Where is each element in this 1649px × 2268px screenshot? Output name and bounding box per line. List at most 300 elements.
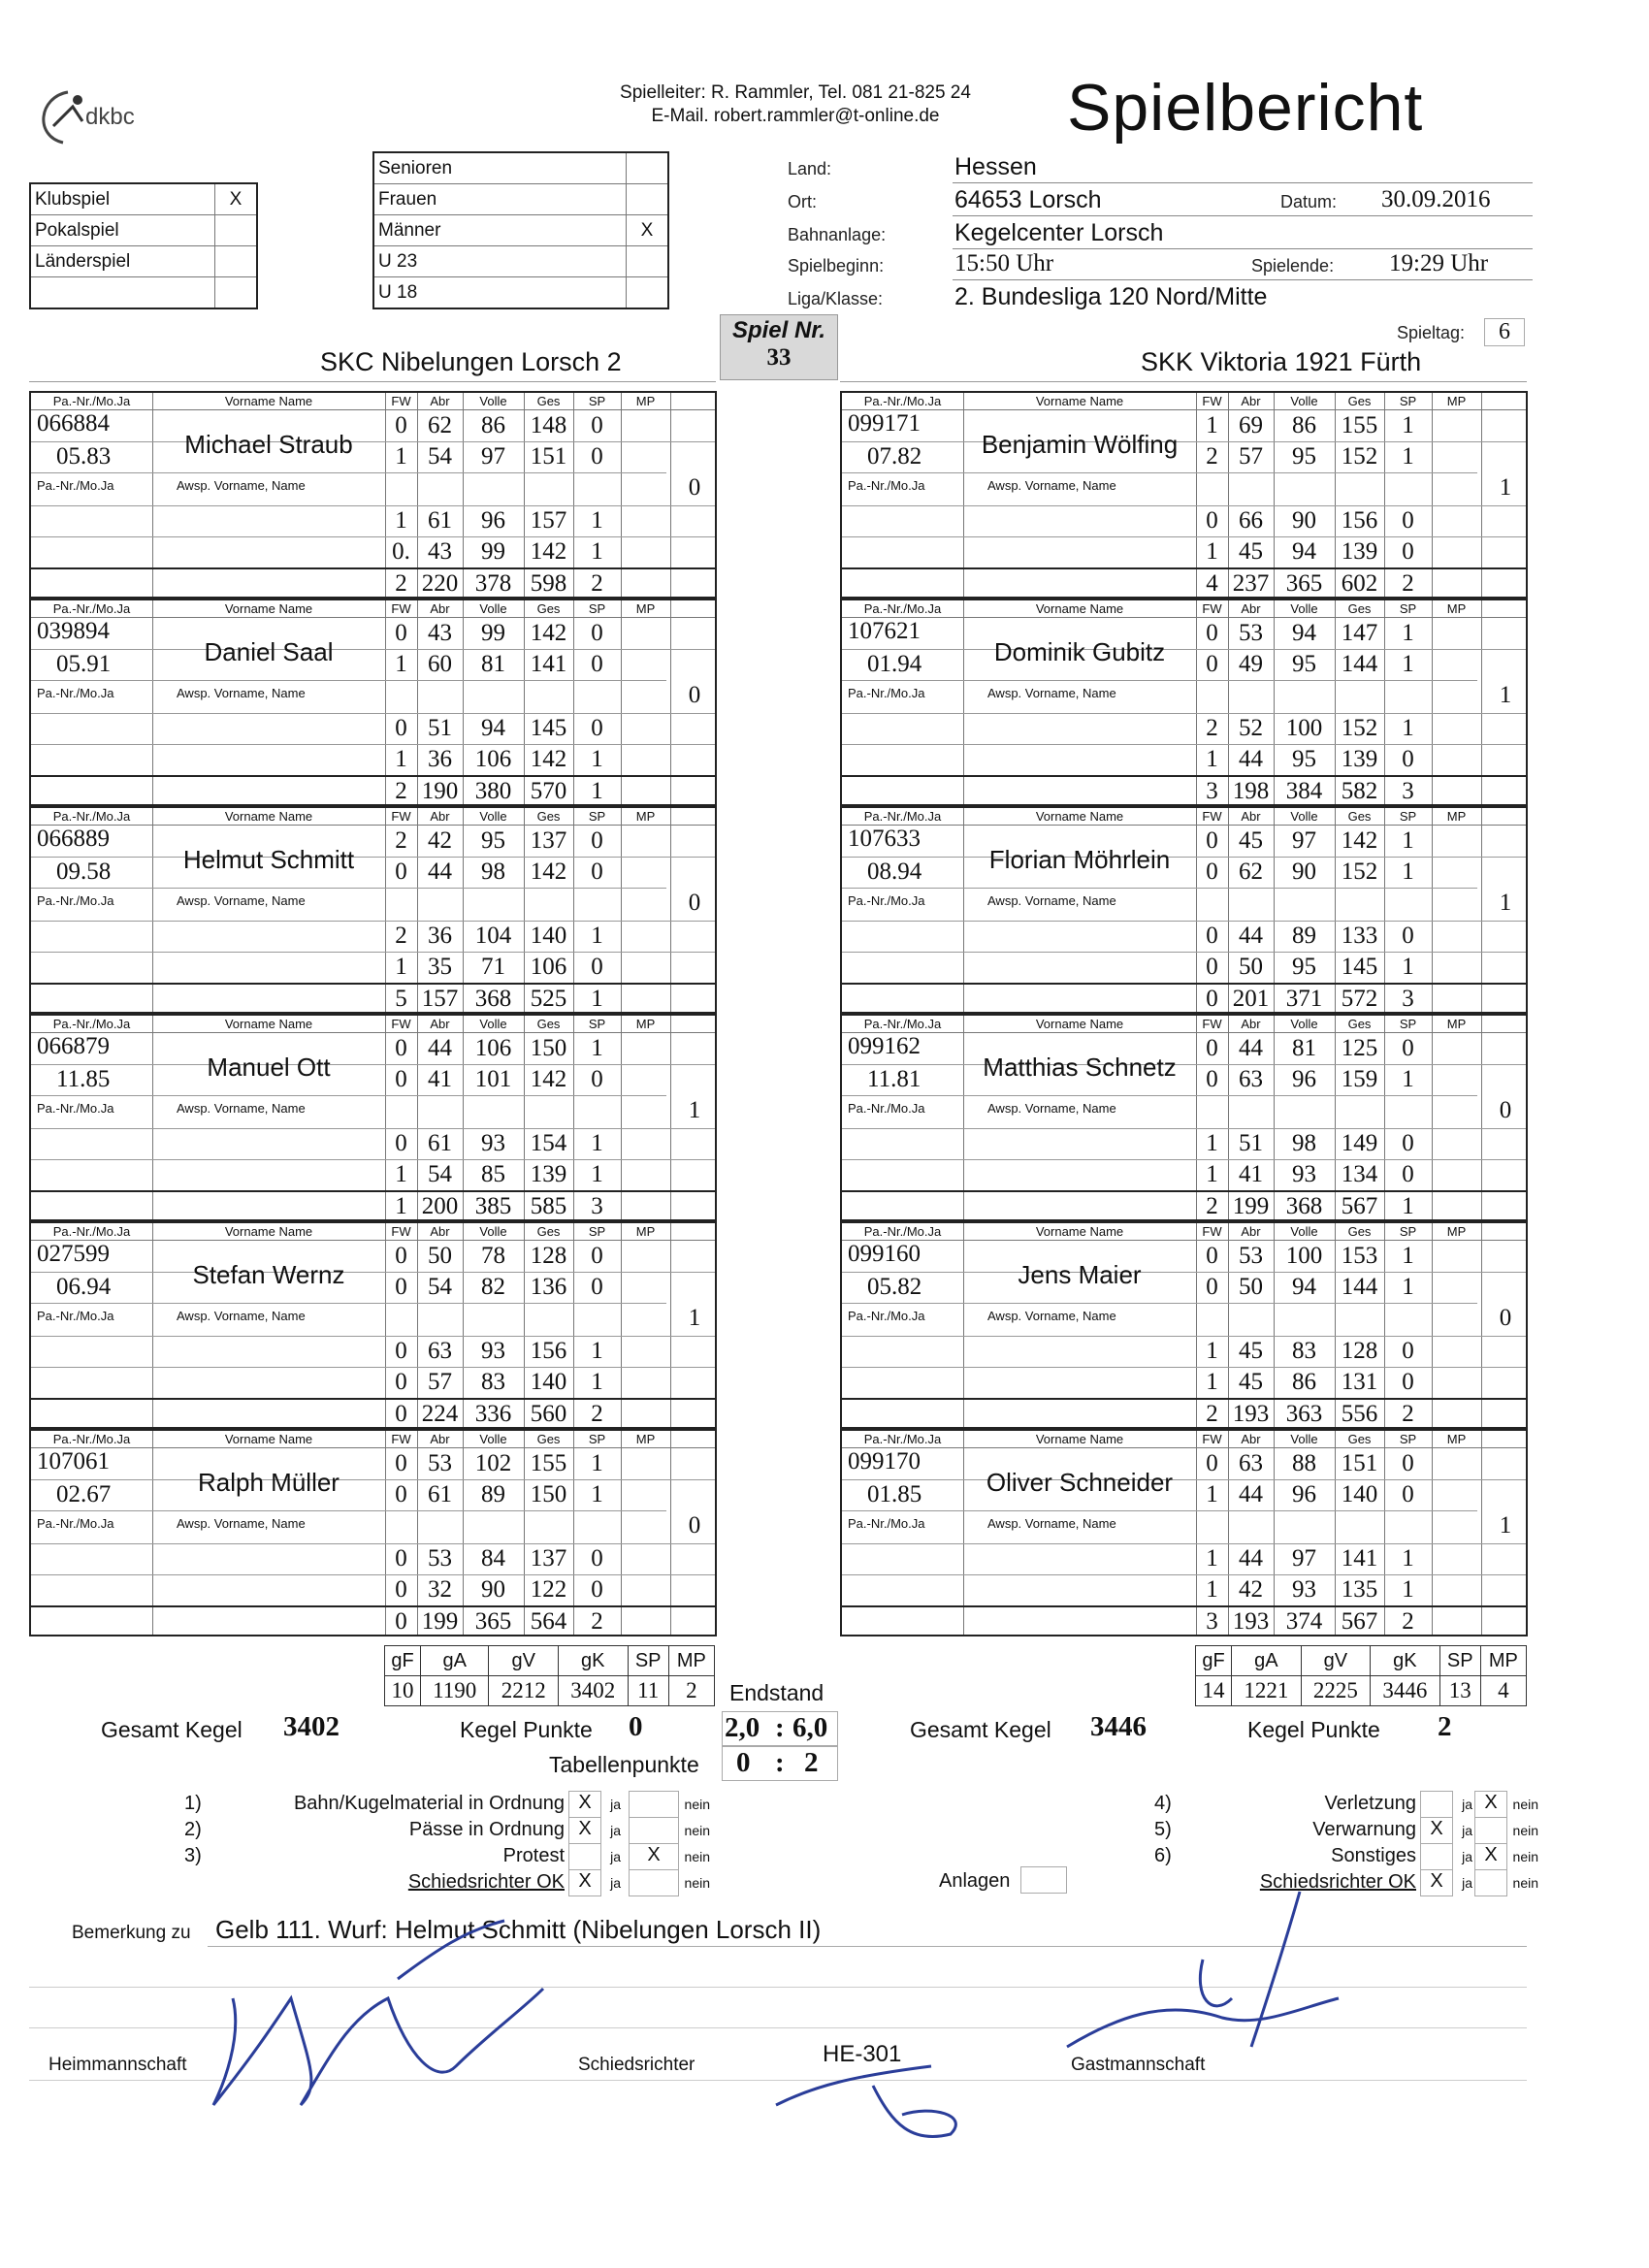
score-cell: 2 <box>395 827 407 854</box>
sub-pass-label: Pa.-Nr./Mo.Ja <box>848 893 925 908</box>
total-cell: 2 <box>1402 570 1414 597</box>
total-cell: 378 <box>474 570 512 597</box>
score-cell: 1 <box>395 507 407 534</box>
score-cell: 1 <box>591 538 603 565</box>
score-cell: 100 <box>1285 1243 1323 1269</box>
bahn-label: Bahnanlage: <box>788 225 887 244</box>
score-cell: 1 <box>591 923 603 949</box>
total-cell: 598 <box>530 570 567 597</box>
score-cell: 0 <box>1206 1035 1218 1061</box>
score-cell: 0 <box>1402 1450 1414 1476</box>
summary-value: 2225 <box>1301 1676 1371 1706</box>
score-cell: 50 <box>428 1243 452 1269</box>
sub-name-label: Awsp. Vorname, Name <box>177 1101 306 1116</box>
total-cell: 2 <box>1206 1401 1218 1427</box>
score-cell: 1 <box>591 1450 603 1476</box>
sub-pass-label: Pa.-Nr./Mo.Ja <box>848 1101 925 1116</box>
sub-pass-label: Pa.-Nr./Mo.Ja <box>37 1516 114 1531</box>
score-cell: 1 <box>1402 715 1414 741</box>
check-number: 1) <box>184 1793 202 1814</box>
column-header-name: Vorname Name <box>224 1224 313 1239</box>
total-cell: 564 <box>530 1608 567 1635</box>
score-cell: 141 <box>1341 1545 1378 1571</box>
score-cell: 78 <box>481 1243 505 1269</box>
score-cell: 81 <box>1292 1035 1316 1061</box>
sub-name-label: Awsp. Vorname, Name <box>987 1516 1116 1531</box>
game-type-label: Pokalspiel <box>30 215 215 246</box>
score-cell: 0 <box>1402 1130 1414 1156</box>
check-label: Sonstiges <box>1331 1845 1416 1866</box>
tabellen-away: 2 <box>804 1747 819 1778</box>
score-cell: 44 <box>1239 1481 1263 1507</box>
score-cell: 101 <box>474 1066 512 1092</box>
score-cell: 0 <box>395 859 407 885</box>
score-cell: 1 <box>1206 1161 1218 1187</box>
score-cell: 0 <box>1206 1066 1218 1092</box>
check-ja-label: ja <box>610 1875 621 1891</box>
score-cell: 99 <box>481 538 505 565</box>
score-cell: 1 <box>1206 1545 1218 1571</box>
column-header-abr: Abr <box>430 394 450 408</box>
score-cell: 45 <box>1239 1338 1263 1364</box>
column-header-abr: Abr <box>1241 1432 1261 1446</box>
score-cell: 133 <box>1341 923 1378 949</box>
player-name: Stefan Wernz <box>192 1260 345 1289</box>
summary-header: gA <box>421 1646 489 1676</box>
score-cell: 86 <box>1292 1369 1316 1395</box>
score-cell: 142 <box>530 859 567 885</box>
check-nein-box: X <box>629 1843 679 1870</box>
check-ja-label: ja <box>610 1797 621 1812</box>
column-header-sp: SP <box>1399 809 1417 824</box>
home-kp-label: Kegel Punkte <box>460 1717 593 1742</box>
category-mark: X <box>627 215 669 246</box>
check-nein-label: nein <box>1512 1849 1538 1864</box>
score-cell: 93 <box>481 1130 505 1156</box>
column-header-ges: Ges <box>536 1432 561 1446</box>
score-cell: 1 <box>395 443 407 470</box>
score-cell: 1 <box>1402 1066 1414 1092</box>
total-cell: 2 <box>1206 1193 1218 1219</box>
category-label: U 18 <box>373 277 627 309</box>
sub-pass-label: Pa.-Nr./Mo.Ja <box>848 686 925 700</box>
total-cell: 602 <box>1341 570 1378 597</box>
column-header-ges: Ges <box>536 809 561 824</box>
score-cell: 0 <box>1402 507 1414 534</box>
total-cell: 365 <box>1285 570 1323 597</box>
check-label: Verwarnung <box>1312 1819 1416 1840</box>
column-header-sp: SP <box>588 1224 606 1239</box>
sub-name-label: Awsp. Vorname, Name <box>987 1101 1116 1116</box>
summary-value: 11 <box>628 1676 668 1706</box>
column-header-mp: MP <box>635 394 656 408</box>
score-cell: 1 <box>1402 443 1414 470</box>
player-pass-number: 099162 <box>848 1033 921 1059</box>
match-point: 0 <box>688 890 701 916</box>
score-cell: 32 <box>428 1576 452 1603</box>
total-cell: 380 <box>474 778 512 804</box>
player-pass-number: 066879 <box>37 1033 110 1059</box>
score-cell: 1 <box>591 1035 603 1061</box>
column-header-abr: Abr <box>430 1017 450 1031</box>
column-header-ges: Ges <box>1347 394 1372 408</box>
score-cell: 97 <box>1292 1545 1316 1571</box>
player-pass-number: 107621 <box>848 618 921 644</box>
score-cell: 57 <box>1239 443 1263 470</box>
page-title: Spielbericht <box>1067 71 1424 145</box>
score-cell: 0 <box>591 651 603 677</box>
score-cell: 106 <box>474 1035 512 1061</box>
total-cell: 200 <box>421 1193 459 1219</box>
score-cell: 71 <box>481 954 505 980</box>
check-nein-label: nein <box>684 1823 710 1838</box>
away-kp-label: Kegel Punkte <box>1247 1717 1380 1742</box>
player-pass-number: 099171 <box>848 410 921 437</box>
total-cell: 2 <box>1402 1608 1414 1635</box>
score-cell: 0 <box>591 827 603 854</box>
total-cell: 556 <box>1341 1401 1378 1427</box>
check-ja-label: ja <box>1462 1849 1472 1864</box>
player-name: Benjamin Wölfing <box>981 430 1179 459</box>
total-cell: 368 <box>1285 1193 1323 1219</box>
score-cell: 0 <box>1402 538 1414 565</box>
total-cell: 560 <box>530 1401 567 1427</box>
score-cell: 142 <box>530 1066 567 1092</box>
spieltag-label: Spieltag: <box>1397 323 1466 342</box>
endstand-colon: : <box>775 1712 785 1743</box>
sub-pass-label: Pa.-Nr./Mo.Ja <box>848 1309 925 1323</box>
column-header-volle: Volle <box>1290 601 1318 616</box>
column-header-sp: SP <box>1399 394 1417 408</box>
column-header-abr: Abr <box>1241 809 1261 824</box>
column-header-fw: FW <box>391 1224 411 1239</box>
match-point: 0 <box>688 474 701 501</box>
total-cell: 525 <box>530 986 567 1012</box>
column-header-volle: Volle <box>479 1017 507 1031</box>
column-header-sp: SP <box>588 809 606 824</box>
match-point: 1 <box>688 1305 701 1331</box>
score-cell: 53 <box>428 1545 452 1571</box>
column-header-sp: SP <box>588 394 606 408</box>
column-header-fw: FW <box>1202 394 1222 408</box>
score-cell: 81 <box>481 651 505 677</box>
match-point: 1 <box>1499 682 1512 708</box>
score-cell: 151 <box>1341 1450 1378 1476</box>
total-cell: 157 <box>421 986 459 1012</box>
column-header-volle: Volle <box>479 1224 507 1239</box>
check-nein-label: nein <box>684 1797 710 1812</box>
score-cell: 0 <box>395 1481 407 1507</box>
score-cell: 136 <box>530 1274 567 1300</box>
check-ja-label: ja <box>610 1849 621 1864</box>
column-header-abr: Abr <box>430 1224 450 1239</box>
score-cell: 44 <box>428 859 452 885</box>
column-header-fw: FW <box>391 601 411 616</box>
player-name: Helmut Schmitt <box>182 845 355 874</box>
summary-value: 2 <box>668 1676 714 1706</box>
score-cell: 156 <box>530 1338 567 1364</box>
score-cell: 95 <box>481 827 505 854</box>
column-header-name: Vorname Name <box>224 394 313 408</box>
score-cell: 142 <box>530 538 567 565</box>
score-cell: 0 <box>395 412 407 438</box>
score-cell: 0 <box>591 1066 603 1092</box>
summary-header: MP <box>1480 1646 1526 1676</box>
score-cell: 1 <box>591 1161 603 1187</box>
endstand-away: 6,0 <box>792 1712 828 1743</box>
score-cell: 45 <box>1239 538 1263 565</box>
total-cell: 5 <box>395 986 407 1012</box>
column-header-ges: Ges <box>536 1017 561 1031</box>
player-name: Ralph Müller <box>198 1468 340 1497</box>
score-cell: 100 <box>1285 715 1323 741</box>
check-number: 6) <box>1154 1845 1172 1866</box>
category-label: U 23 <box>373 246 627 277</box>
summary-value: 10 <box>385 1676 421 1706</box>
sub-name-label: Awsp. Vorname, Name <box>177 1516 306 1531</box>
home-team-name: SKC Nibelungen Lorsch 2 <box>320 347 622 376</box>
column-header-volle: Volle <box>1290 809 1318 824</box>
score-cell: 0 <box>1206 923 1218 949</box>
score-cell: 148 <box>530 412 567 438</box>
score-cell: 145 <box>1341 954 1378 980</box>
score-cell: 128 <box>530 1243 567 1269</box>
score-cell: 154 <box>530 1130 567 1156</box>
contact-line-2: E-Mail. robert.rammler@t-online.de <box>651 106 940 126</box>
column-header-volle: Volle <box>1290 1224 1318 1239</box>
column-header-name: Vorname Name <box>1035 394 1124 408</box>
spieltag-value: 6 <box>1484 318 1525 346</box>
check-label: Bahn/Kugelmaterial in Ordnung <box>293 1793 565 1814</box>
column-header-volle: Volle <box>479 601 507 616</box>
away-kp-value: 2 <box>1438 1711 1452 1742</box>
score-cell: 95 <box>1292 443 1316 470</box>
score-cell: 1 <box>1206 1338 1218 1364</box>
away-gesamt-label: Gesamt Kegel <box>910 1717 1051 1742</box>
score-cell: 0 <box>591 412 603 438</box>
score-cell: 62 <box>428 412 452 438</box>
player-name: Jens Maier <box>1018 1260 1142 1289</box>
score-cell: 51 <box>1239 1130 1263 1156</box>
check-nein-label: nein <box>1512 1823 1538 1838</box>
player-pass-number: 099170 <box>848 1448 921 1474</box>
check-label: Pässe in Ordnung <box>408 1819 565 1840</box>
score-cell: 141 <box>530 651 567 677</box>
column-header-mp: MP <box>1446 1017 1467 1031</box>
score-cell: 1 <box>1402 620 1414 646</box>
total-cell: 199 <box>421 1608 459 1635</box>
score-cell: 63 <box>1239 1450 1263 1476</box>
away-team-name: SKK Viktoria 1921 Fürth <box>1141 347 1422 376</box>
score-cell: 157 <box>530 507 567 534</box>
score-cell: 139 <box>530 1161 567 1187</box>
total-cell: 368 <box>474 986 512 1012</box>
score-cell: 86 <box>1292 412 1316 438</box>
score-cell: 2 <box>1206 443 1218 470</box>
sub-name-label: Awsp. Vorname, Name <box>987 478 1116 493</box>
column-header-volle: Volle <box>479 1432 507 1446</box>
score-cell: 53 <box>428 1450 452 1476</box>
score-cell: 95 <box>1292 954 1316 980</box>
score-cell: 93 <box>1292 1576 1316 1603</box>
player-name: Daniel Saal <box>204 637 334 666</box>
score-cell: 82 <box>481 1274 505 1300</box>
score-cell: 41 <box>428 1066 452 1092</box>
score-cell: 144 <box>1341 651 1378 677</box>
score-cell: 0 <box>591 954 603 980</box>
column-header-pass: Pa.-Nr./Mo.Ja <box>863 1017 942 1031</box>
total-cell: 570 <box>530 778 567 804</box>
score-cell: 140 <box>1341 1481 1378 1507</box>
column-header-sp: SP <box>588 601 606 616</box>
total-cell: 2 <box>591 570 603 597</box>
check-ja-label: ja <box>1462 1797 1472 1812</box>
total-cell: 371 <box>1285 986 1323 1012</box>
player-birth-date: 08.94 <box>867 859 922 885</box>
category-label: Frauen <box>373 184 627 215</box>
score-cell: 0 <box>591 1545 603 1571</box>
score-cell: 0 <box>395 1243 407 1269</box>
score-cell: 61 <box>428 1481 452 1507</box>
column-header-volle: Volle <box>1290 1017 1318 1031</box>
score-cell: 0 <box>395 1338 407 1364</box>
score-cell: 1 <box>1402 859 1414 885</box>
summary-header: MP <box>668 1646 714 1676</box>
column-header-pass: Pa.-Nr./Mo.Ja <box>863 1224 942 1239</box>
score-cell: 36 <box>428 746 452 772</box>
column-header-pass: Pa.-Nr./Mo.Ja <box>863 601 942 616</box>
player-name: Manuel Ott <box>207 1053 331 1082</box>
total-cell: 365 <box>474 1608 512 1635</box>
player-birth-date: 06.94 <box>56 1274 112 1300</box>
summary-value: 1190 <box>421 1676 489 1706</box>
player-birth-date: 07.82 <box>867 443 922 470</box>
check-number: 5) <box>1154 1819 1172 1840</box>
game-type-mark: X <box>215 183 258 215</box>
score-cell: 1 <box>1206 1369 1218 1395</box>
away-gesamt-value: 3446 <box>1090 1711 1147 1742</box>
column-header-abr: Abr <box>430 809 450 824</box>
sub-pass-label: Pa.-Nr./Mo.Ja <box>37 893 114 908</box>
score-cell: 0 <box>1206 859 1218 885</box>
category-label: Männer <box>373 215 627 246</box>
score-cell: 0 <box>395 1545 407 1571</box>
score-cell: 44 <box>1239 923 1263 949</box>
score-cell: 140 <box>530 1369 567 1395</box>
column-header-mp: MP <box>635 809 656 824</box>
column-header-name: Vorname Name <box>1035 809 1124 824</box>
ort-label: Ort: <box>788 192 817 211</box>
total-cell: 572 <box>1341 986 1378 1012</box>
total-cell: 3 <box>591 1193 603 1219</box>
score-cell: 0 <box>591 715 603 741</box>
land-value: Hessen <box>954 153 1037 180</box>
category-label: Senioren <box>373 152 627 184</box>
score-cell: 66 <box>1239 507 1263 534</box>
total-cell: 374 <box>1285 1608 1323 1635</box>
score-cell: 1 <box>1402 1545 1414 1571</box>
player-pass-number: 099160 <box>848 1241 921 1267</box>
score-cell: 90 <box>1292 507 1316 534</box>
total-cell: 237 <box>1232 570 1270 597</box>
score-cell: 0 <box>1402 746 1414 772</box>
total-cell: 1 <box>591 778 603 804</box>
summary-value: 4 <box>1480 1676 1526 1706</box>
score-cell: 0. <box>392 538 410 565</box>
column-header-name: Vorname Name <box>1035 1017 1124 1031</box>
score-cell: 144 <box>1341 1274 1378 1300</box>
score-cell: 0 <box>395 715 407 741</box>
column-header-mp: MP <box>1446 1224 1467 1239</box>
column-header-pass: Pa.-Nr./Mo.Ja <box>52 601 131 616</box>
score-cell: 2 <box>395 923 407 949</box>
score-cell: 42 <box>1239 1576 1263 1603</box>
sub-pass-label: Pa.-Nr./Mo.Ja <box>37 686 114 700</box>
score-cell: 51 <box>428 715 452 741</box>
column-header-pass: Pa.-Nr./Mo.Ja <box>863 394 942 408</box>
score-cell: 97 <box>1292 827 1316 854</box>
column-header-abr: Abr <box>1241 1017 1261 1031</box>
column-header-fw: FW <box>391 1432 411 1446</box>
check-label: Verletzung <box>1324 1793 1416 1814</box>
score-cell: 54 <box>428 1274 452 1300</box>
score-cell: 150 <box>530 1035 567 1061</box>
score-cell: 0 <box>1402 923 1414 949</box>
anlagen-label: Anlagen <box>939 1870 1011 1892</box>
score-cell: 98 <box>481 859 505 885</box>
total-cell: 385 <box>474 1193 512 1219</box>
summary-header: gA <box>1232 1646 1302 1676</box>
player-pass-number: 107633 <box>848 826 921 852</box>
player-pass-number: 066884 <box>37 410 110 437</box>
score-cell: 0 <box>395 620 407 646</box>
ende-label: Spielende: <box>1251 256 1335 275</box>
tabellen-colon: : <box>775 1747 785 1778</box>
column-header-volle: Volle <box>479 394 507 408</box>
score-cell: 93 <box>1292 1161 1316 1187</box>
score-cell: 89 <box>481 1481 505 1507</box>
score-cell: 36 <box>428 923 452 949</box>
column-header-pass: Pa.-Nr./Mo.Ja <box>52 1432 131 1446</box>
score-cell: 50 <box>1239 1274 1263 1300</box>
player-birth-date: 01.85 <box>867 1481 922 1507</box>
total-cell: 0 <box>395 1401 407 1427</box>
column-header-pass: Pa.-Nr./Mo.Ja <box>863 1432 942 1446</box>
total-cell: 2 <box>591 1401 603 1427</box>
check-ja-box: X <box>568 1791 601 1818</box>
total-cell: 0 <box>395 1608 407 1635</box>
column-header-sp: SP <box>588 1017 606 1031</box>
score-cell: 83 <box>1292 1338 1316 1364</box>
column-header-abr: Abr <box>1241 394 1261 408</box>
column-header-name: Vorname Name <box>224 809 313 824</box>
summary-header: gK <box>558 1646 628 1676</box>
score-cell: 1 <box>395 746 407 772</box>
check-nein-box: X <box>1474 1843 1507 1870</box>
gast-label: Gastmannschaft <box>1071 2055 1206 2075</box>
player-birth-date: 01.94 <box>867 651 922 677</box>
score-cell: 106 <box>530 954 567 980</box>
score-cell: 52 <box>1239 715 1263 741</box>
column-header-fw: FW <box>391 809 411 824</box>
datum-value: 30.09.2016 <box>1381 186 1491 212</box>
schiri-signature <box>776 2066 955 2137</box>
summary-header: gF <box>385 1646 421 1676</box>
score-cell: 2 <box>1206 715 1218 741</box>
score-cell: 93 <box>481 1338 505 1364</box>
column-header-fw: FW <box>391 394 411 408</box>
score-cell: 83 <box>481 1369 505 1395</box>
